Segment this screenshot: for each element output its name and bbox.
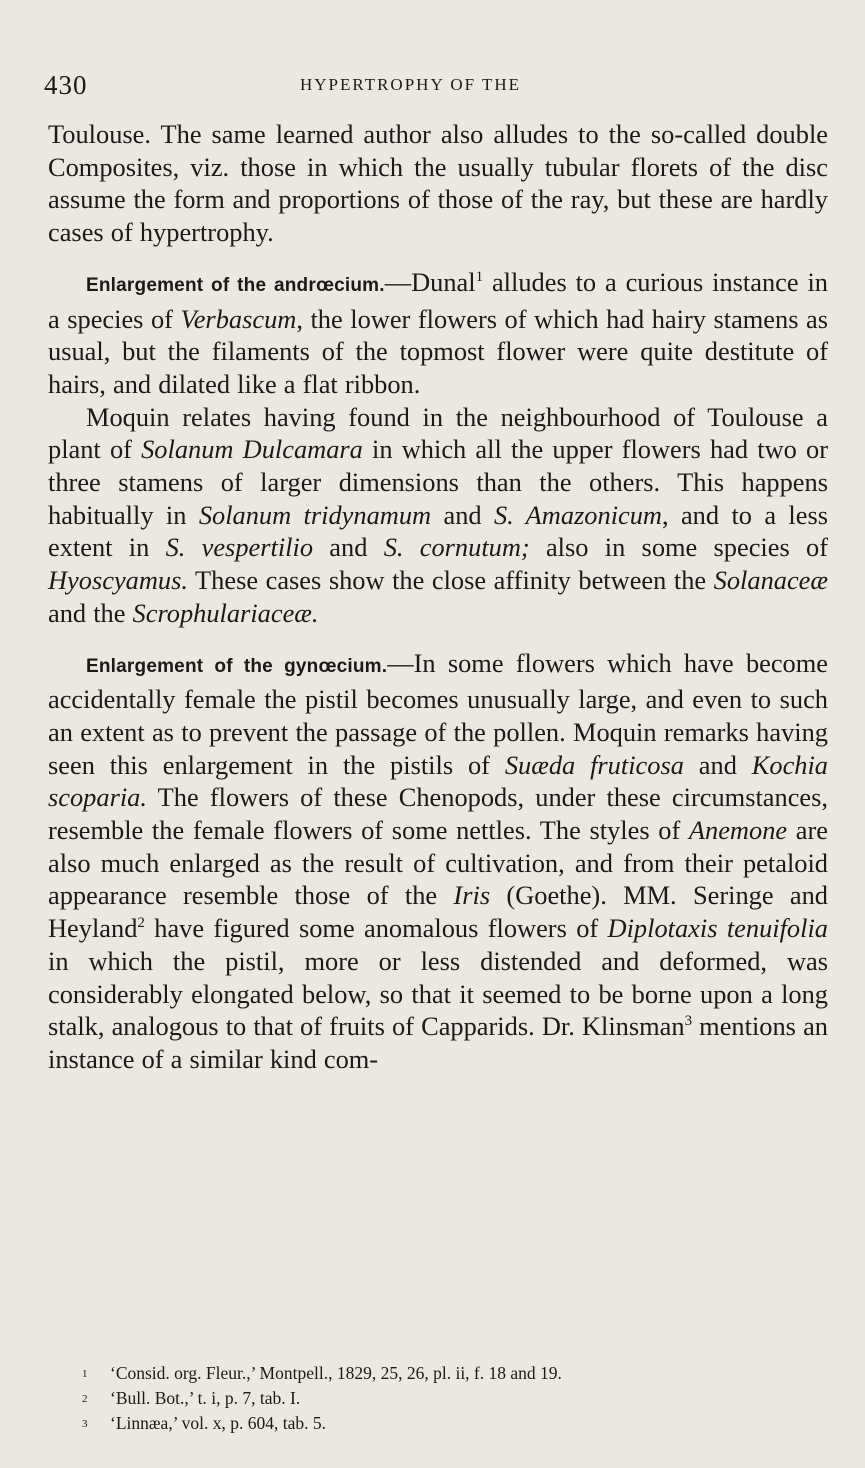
- running-head: HYPERTROPHY OF THE: [300, 75, 522, 94]
- footnote-ref-1: 1: [475, 268, 484, 285]
- paragraph-androecium: Enlargement of the andrœcium.—Dunal$^1$ alludes to a curious instance in a species of Verbascum, the lower flowers of which had hairy stamens as usual, but the filaments of the topmost flower were quite destitute of hairs, and dilated like a flat ribbon.: [48, 266, 829, 399]
- footnote-mark: 3: [82, 1418, 88, 1430]
- body-text: [48, 118, 828, 1076]
- paragraph-moquin: Moquin relates having found in the neighbourhood of Toulouse a plant of Solanum Dulcamara in which all the upper flowers had two or three stamens of larger dimensions than the others. This happens habitually in Solanum tridynamum and S. Amazonicum, and to a less extent in S. vespertilio and S. cornutum; also in some species of Hyoscyamus. These cases show the close affinity between the Solanaceæ and the Scrophulariaceæ.: [48, 401, 829, 628]
- footnote-text: ‘Bull. Bot.,’ t. i, p. 7, tab. I.: [110, 1388, 301, 1408]
- footnote-ref-3: 3: [684, 1013, 693, 1030]
- footnote-1: [82, 1361, 822, 1386]
- footnote-ref-2: 2: [137, 915, 145, 932]
- page-number: 430: [44, 70, 88, 100]
- section-heading-gynoecium: Enlargement of the gynœcium.: [86, 655, 388, 677]
- footnote-text: ‘Consid. org. Fleur.,’ Montpell., 1829, 25, 26, pl. ii, f. 18 and 19.: [110, 1363, 562, 1383]
- section-heading-androecium: Enlargement of the andrœcium.: [86, 274, 385, 296]
- page-header: [44, 70, 824, 110]
- footnote-text: ‘Linnæa,’ vol. x, p. 604, tab. 5.: [110, 1413, 326, 1433]
- footnote-3: [82, 1411, 822, 1436]
- paragraph-continuation: Toulouse. The same learned author also alludes to the so-called double Composites, viz. those in which the usually tubular florets of the disc assume the form and proportions of those of the ray, but these are hardly cases of hypertrophy.: [48, 119, 828, 248]
- footnote-mark: 2: [82, 1393, 88, 1405]
- footnotes: [82, 1361, 822, 1436]
- footnote-2: [82, 1386, 822, 1411]
- footnote-mark: 1: [82, 1368, 88, 1380]
- paragraph-gynoecium: Enlargement of the gynœcium.—In some flowers which have become accidentally female the pistil becomes unusually large, and even to such an extent as to prevent the passage of the pollen. Moquin remarks having seen this enlargement in the pistils of Suæda fruticosa and Kochia scoparia. The flowers of these Chenopods, under these circumstances, resemble the female flowers of some nettles. The styles of Anemone are also much enlarged as the result of cultivation, and from their petaloid appearance resemble those of the Iris (Goethe). MM. Seringe and Heyland$^2$ have figured some anomalous flowers of Diplotaxis tenuifolia in which the pistil, more or less distended and deformed, was considerably elongated below, so that it seemed to be borne upon a long stalk, analogous to that of fruits of Capparids. Dr. Klinsman$^3$ mentions an instance of a similar kind com-: [48, 647, 828, 1074]
